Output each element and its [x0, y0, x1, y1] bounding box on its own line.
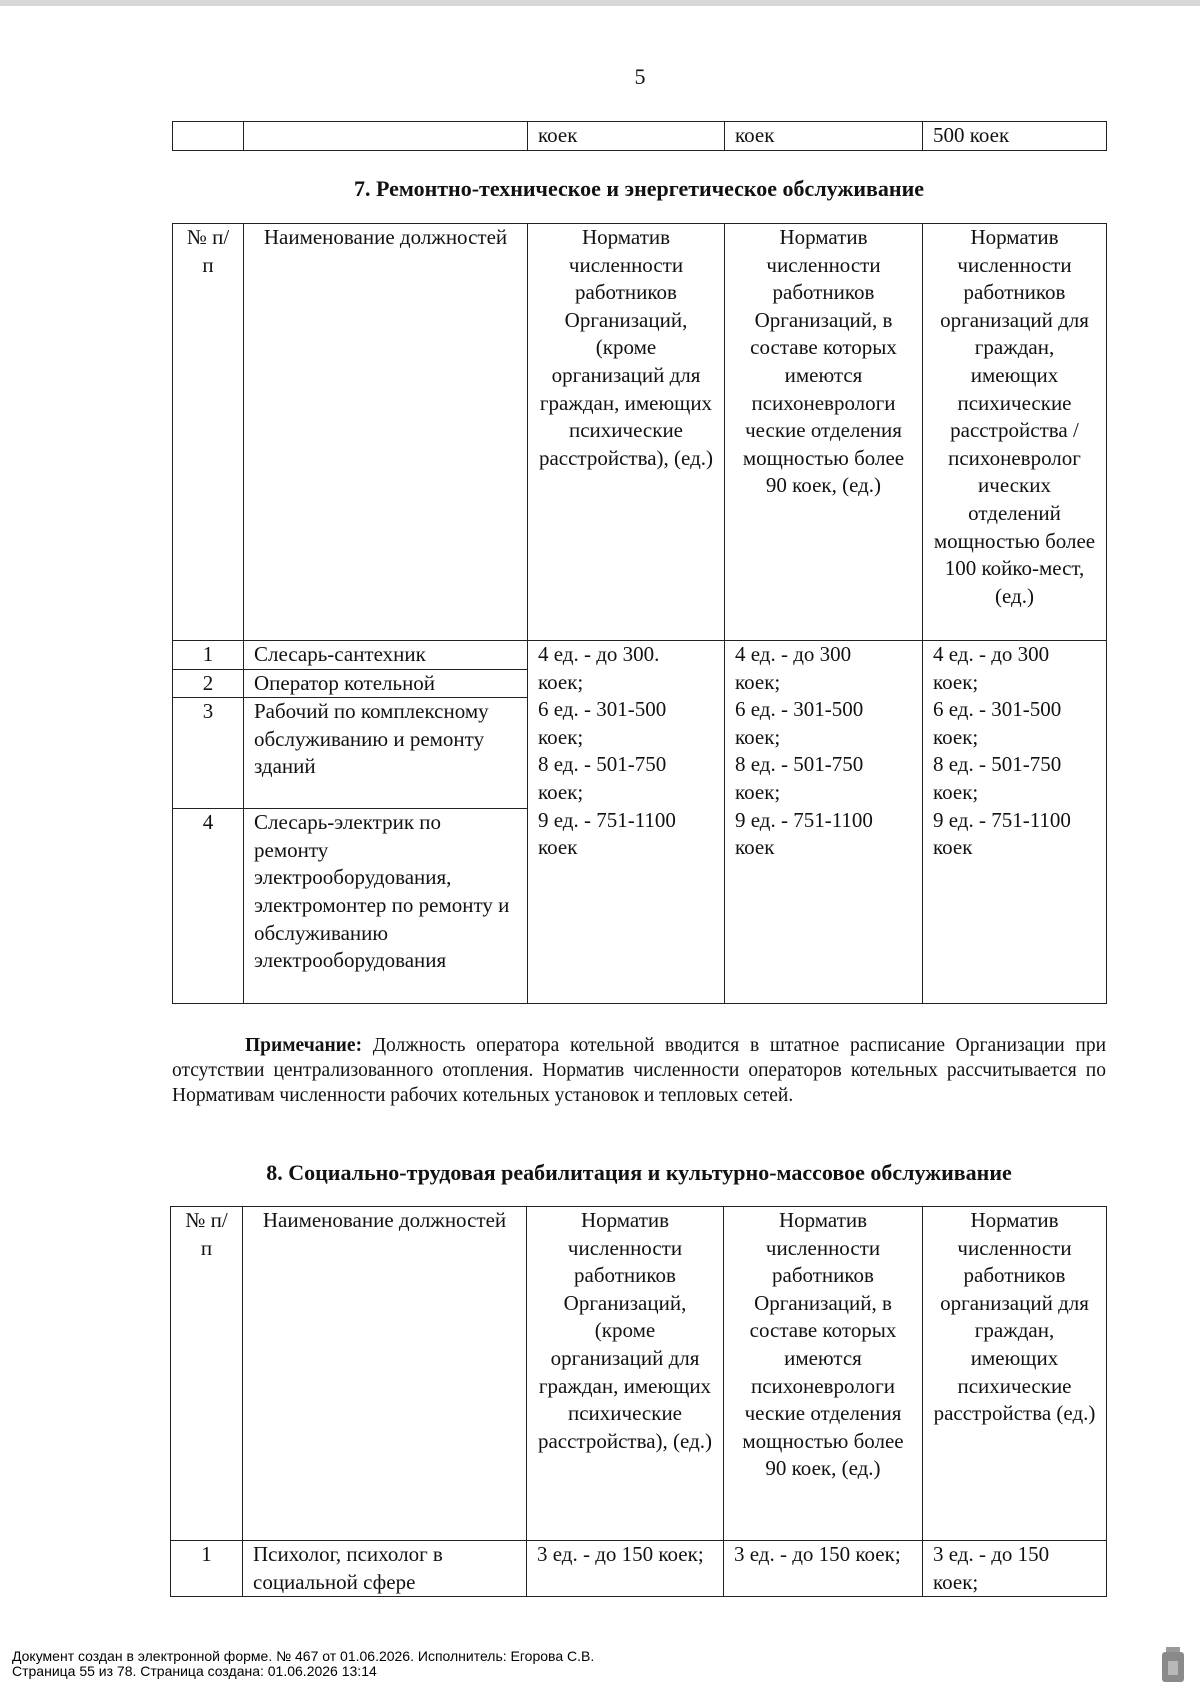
cell-name [244, 122, 528, 151]
cell-col4: коек [725, 122, 923, 151]
norm-line: 4 ед. - до 300 [933, 642, 1050, 666]
note-label: Примечание: [245, 1035, 363, 1056]
norm-line: коек; [933, 779, 979, 804]
page-number: 5 [634, 64, 646, 89]
norm-line: 6 ед. - 301-500 [735, 697, 864, 722]
norm-line: коек; [735, 724, 781, 749]
norm-line: 9 ед. - 751-1100 [538, 807, 676, 832]
scan-top-edge [0, 0, 1200, 6]
section-8-table [170, 1206, 1107, 1597]
row-name: Слесарь-электрик по ремонту электрооборудования, электромонтер по ремонту и обслуживанию электрооборудования [244, 809, 528, 1004]
norm-col3 [528, 641, 725, 1004]
norm-line: 8 ед. - 501-750 [735, 752, 864, 777]
norm-col5 [923, 641, 1107, 1004]
norm-col4 [725, 641, 923, 1004]
note-text: Должность оператора котельной вводится в штатное расписание Организации при отсутствии централизованного отопления. Норматив численности операторов котельных рассчитывается по Нормативам численности рабочих котельных установок и тепловых сетей. [172, 1035, 1106, 1106]
header-col4: Норматив численности работников Организаций, в составе которых имеются психоневрологи ческие отделения мощностью более 90 коек, (ед.) [724, 1207, 923, 1541]
section-7-heading: 7. Ремонтно-техническое и энергетическое обслуживание [353, 176, 925, 201]
footer-info [12, 1649, 594, 1679]
norm-line: коек [735, 835, 775, 860]
norm-line: коек; [735, 779, 781, 804]
row-name: Психолог, психолог в социальной сфере [243, 1541, 527, 1597]
norm-line: 8 ед. - 501-750 [538, 752, 667, 777]
row-no: 1 [173, 641, 244, 670]
norm-line: 4 ед. - до 300. [538, 642, 660, 666]
emblem-icon [1162, 1652, 1184, 1682]
norm-line: коек [933, 835, 973, 860]
note-paragraph [172, 1033, 1106, 1108]
footer-line-1: Документ создан в электронной форме. № 467 от 01.06.2026. Исполнитель: Егорова С.В. [12, 1648, 595, 1664]
header-row [173, 224, 1107, 641]
header-name: Наименование должностей [244, 224, 528, 641]
table-row [173, 641, 1107, 670]
cell-no [173, 122, 244, 151]
norm-line: коек [538, 835, 578, 860]
norm-line: коек; [538, 779, 584, 804]
row-no: 3 [173, 698, 244, 809]
norm-line: 6 ед. - 301-500 [538, 697, 667, 722]
row-no: 4 [173, 809, 244, 1004]
norm-line: коек; [538, 724, 584, 749]
header-name: Наименование должностей [243, 1207, 527, 1541]
norm-line: 6 ед. - 301-500 [933, 697, 1062, 722]
row-no: 2 [173, 669, 244, 698]
norm-line: 4 ед. - до 300 [735, 642, 852, 666]
row-name: Оператор котельной [244, 669, 528, 698]
row-no: 1 [171, 1541, 243, 1597]
norm-line: 9 ед. - 751-1100 [933, 807, 1071, 832]
header-col5: Норматив численности работников организаций для граждан, имеющих психические расстройства / психоневролог ических отделений мощностью более 100 койко-мест, (ед.) [923, 224, 1107, 641]
row-name: Рабочий по комплексному обслуживанию и ремонту зданий [244, 698, 528, 809]
norm-line: коек; [933, 724, 979, 749]
norm-line: 8 ед. - 501-750 [933, 752, 1062, 777]
continuation-table [172, 121, 1107, 151]
header-no: № п/п [173, 224, 244, 641]
header-col4: Норматив численности работников Организаций, в составе которых имеются психоневрологи ческие отделения мощностью более 90 коек, (ед.) [725, 224, 923, 641]
row-name: Слесарь-сантехник [244, 641, 528, 670]
norm-line: 9 ед. - 751-1100 [735, 807, 873, 832]
norm-line: коек; [933, 669, 979, 694]
row-col3: 3 ед. - до 150 коек; [527, 1541, 724, 1597]
table-row [173, 122, 1107, 151]
norm-line: коек; [735, 669, 781, 694]
row-col4: 3 ед. - до 150 коек; [724, 1541, 923, 1597]
cell-col5: 500 коек [923, 122, 1107, 151]
header-col3: Норматив численности работников Организаций, (кроме организаций для граждан, имеющих психические расстройства), (ед.) [527, 1207, 724, 1541]
table-row [171, 1541, 1107, 1597]
row-col5: 3 ед. - до 150 коек; [923, 1541, 1107, 1597]
header-col5: Норматив численности работников организаций для граждан, имеющих психические расстройства (ед.) [923, 1207, 1107, 1541]
header-no: № п/п [171, 1207, 243, 1541]
header-col3: Норматив численности работников Организаций, (кроме организаций для граждан, имеющих психические расстройства), (ед.) [528, 224, 725, 641]
section-8-heading: 8. Социально-трудовая реабилитация и культурно-массовое обслуживание [266, 1160, 1012, 1185]
cell-col3: коек [528, 122, 725, 151]
header-row [171, 1207, 1107, 1541]
section-7-table [172, 223, 1107, 1004]
norm-line: коек; [538, 669, 584, 694]
footer-line-2: Страница 55 из 78. Страница создана: 01.06.2026 13:14 [12, 1663, 377, 1679]
